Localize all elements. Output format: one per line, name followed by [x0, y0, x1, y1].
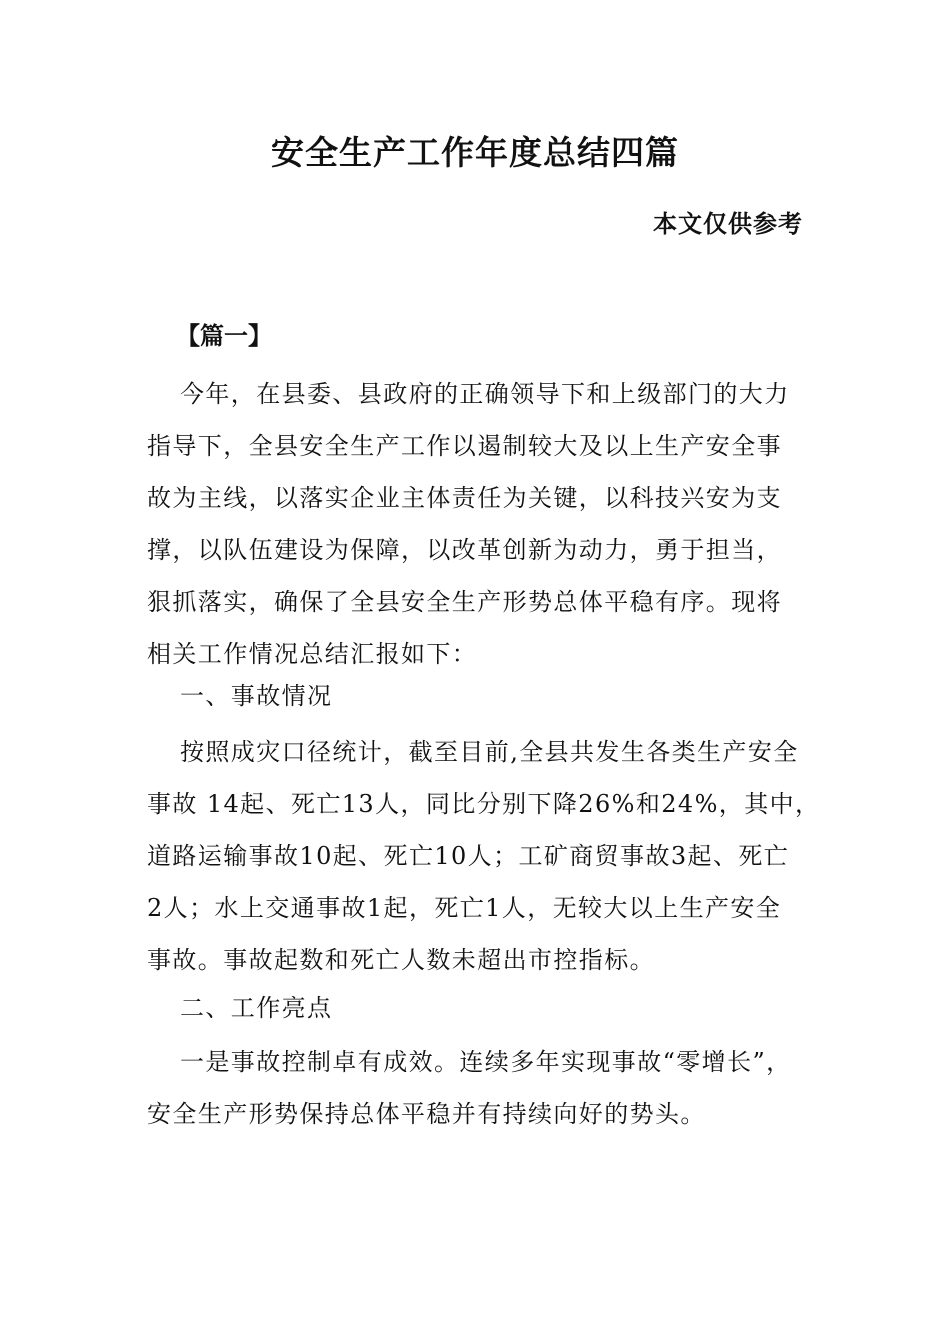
intro-line: 撑，以队伍建设为保障，以改革创新为动力，勇于担当，	[147, 536, 782, 564]
accident-line: 事故 14起、死亡13人，同比分别下降26%和24%，其中，	[147, 790, 821, 818]
intro-line: 相关工作情况总结汇报如下：	[147, 640, 478, 668]
accident-line: 事故。事故起数和死亡人数未超出市控指标。	[147, 946, 655, 974]
accident-paragraph	[147, 726, 821, 986]
section-heading: 二、工作亮点	[180, 994, 333, 1022]
intro-line: 狠抓落实，确保了全县安全生产形势总体平稳有序。现将	[147, 588, 782, 616]
intro-line: 故为主线，以落实企业主体责任为关键，以科技兴安为支	[147, 484, 782, 512]
accident-line: 道路运输事故10起、死亡10人；工矿商贸事故3起、死亡	[147, 842, 790, 870]
heading-accidents	[147, 670, 807, 722]
highlight-paragraph	[147, 1036, 807, 1140]
document-subtitle: 本文仅供参考	[653, 209, 803, 238]
intro-paragraph	[147, 368, 807, 680]
intro-line: 今年，在县委、县政府的正确领导下和上级部门的大力	[180, 380, 790, 408]
highlight-line: 安全生产形势保持总体平稳并有持续向好的势头。	[147, 1100, 706, 1128]
highlight-line: 一是事故控制卓有成效。连续多年实现事故“零增长”，	[180, 1048, 792, 1076]
document-title: 安全生产工作年度总结四篇	[271, 133, 679, 172]
section-label: 【篇一】	[176, 321, 272, 350]
section-heading: 一、事故情况	[180, 682, 333, 710]
intro-line: 指导下，全县安全生产工作以遏制较大及以上生产安全事	[147, 432, 782, 460]
accident-line: 按照成灾口径统计，截至目前,全县共发生各类生产安全	[180, 738, 799, 766]
heading-highlights	[147, 982, 807, 1034]
accident-line: 2人；水上交通事故1起，死亡1人，无较大以上生产安全	[147, 894, 782, 922]
